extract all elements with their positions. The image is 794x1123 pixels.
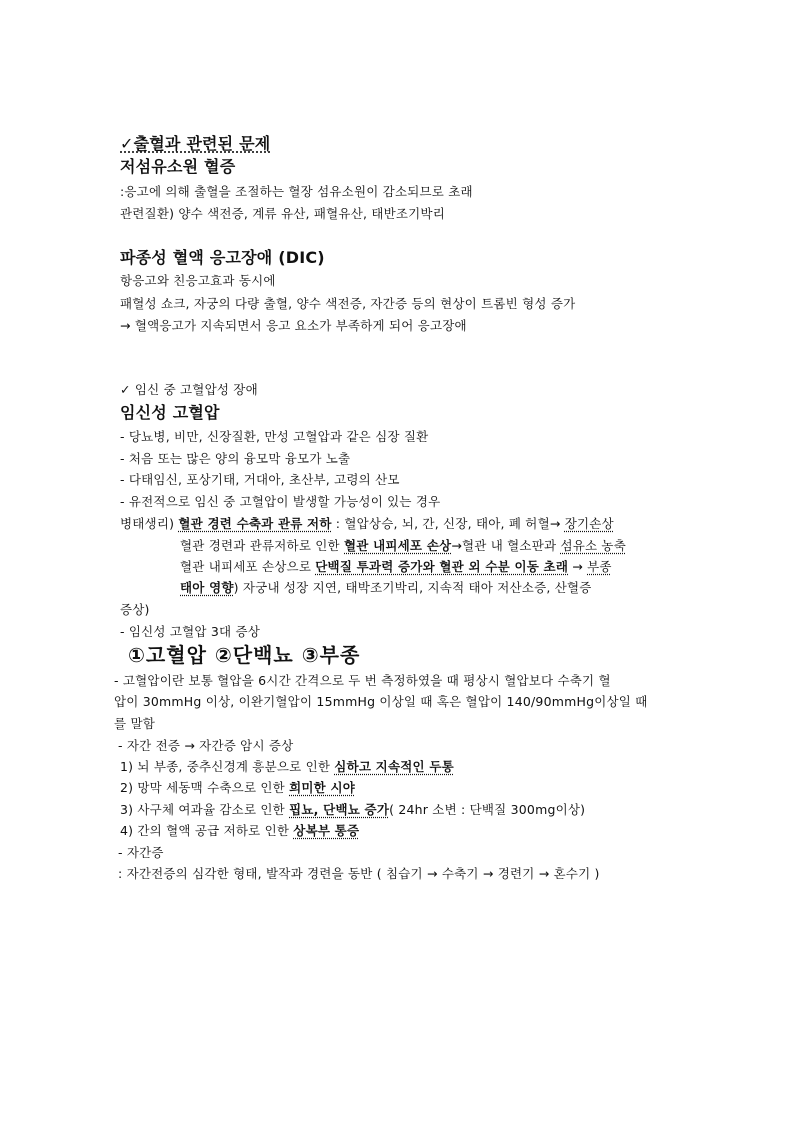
triad-label: - 임신성 고혈압 3대 증상 [120,624,261,639]
patho-label: 병태생리) [120,516,175,531]
sign-1 [120,759,454,775]
sign-3 [120,802,585,818]
patho-text-3a: 혈관 내피세포 손상으로 [180,559,316,574]
bp-line-2: 압이 30mmHg 이상, 이완기혈압이 15mmHg 이상일 때 혹은 혈압이 140/90mmHg이상일 때 [114,694,648,709]
sign-4-text: 4) 간의 혈액 공급 저하로 인한 [120,823,294,838]
bp-line-1: - 고혈압이란 보통 혈압을 6시간 간격으로 두 번 측정하였을 때 평상시 혈압보다 수축기 혈 [114,673,611,688]
patho-term-vasospasm: 혈관 경련 수축과 관류 저하 [178,516,332,531]
bp-line-3: 를 말함 [114,716,155,731]
title-dic: 파종성 혈액 응고장애 (DIC) [120,248,325,267]
section-heading-hypertension: ✓ 임신 중 고혈압성 장애 [120,382,258,397]
risk-3: - 다태임신, 포상기태, 거대아, 초산부, 고령의 산모 [120,472,400,487]
title-hypofibrinogenemia: 저섬유소원 혈증 [120,157,236,176]
patho-line-3 [180,559,612,575]
patho-term-organ-damage: 장기손상 [564,516,614,531]
preeclampsia-label: - 자간 전증 → 자간증 암시 증상 [118,738,294,753]
patho-line-4 [180,580,592,596]
patho-line-2 [180,538,626,554]
patho-text-2c: →혈관 내 혈소판과 [451,538,561,553]
eclampsia-desc: : 자간전증의 심각한 형태, 발작과 경련을 동반 ( 침습기 → 수축기 → 경련기 → 혼수기 ) [118,866,600,881]
related-diseases: 관련질환) 양수 색전증, 계류 유산, 패혈유산, 태반조기박리 [120,206,445,221]
sign-4-term: 상복부 통증 [293,823,360,838]
title-gestational-hypertension: 임신성 고혈압 [120,403,220,422]
eclampsia-label: - 자간증 [118,845,164,860]
sign-4 [120,823,359,839]
patho-term-endothelial: 혈관 내피세포 손상 [344,538,452,553]
sign-2 [120,780,355,796]
patho-term-fetal-effect: 태아 영향 [180,580,234,595]
sign-2-term: 희미한 시야 [289,780,356,795]
patho-text-1: : 혈압상승, 뇌, 간, 신장, 태아, 폐 허혈→ [331,516,565,531]
sign-3-text: 3) 사구체 여과율 감소로 인한 [120,802,290,817]
dic-line-3: → 혈액응고가 지속되면서 응고 요소가 부족하게 되어 응고장애 [120,318,467,333]
desc-hypofibrinogenemia: :응고에 의해 출혈을 조절하는 혈장 섬유소원이 감소되므로 초래 [120,184,473,199]
dic-line-1: 항응고와 친응고효과 동시에 [120,273,276,288]
sign-1-text: 1) 뇌 부종, 중추신경계 흥분으로 인한 [120,759,335,774]
symptoms-label: 증상) [120,602,150,617]
triad-symptoms: ①고혈압 ②단백뇨 ③부종 [128,643,361,667]
patho-line-1 [120,516,614,532]
sign-3-term: 핍뇨, 단백뇨 증가 [289,802,390,817]
patho-text-3c: → [568,559,588,574]
risk-4: - 유전적으로 임신 중 고혈압이 발생할 가능성이 있는 경우 [120,494,441,509]
section-heading-bleeding: ✓출혈과 관련된 문제 [120,134,271,153]
patho-text-2a: 혈관 경련과 관류저하로 인한 [180,538,344,553]
patho-text-4b: ) 자궁내 성장 지연, 태박조기박리, 지속적 태아 저산소증, 산혈증 [233,580,592,595]
sign-3-note: ( 24hr 소변 : 단백질 300mg이상) [389,802,586,817]
sign-2-text: 2) 망막 세동맥 수축으로 인한 [120,780,290,795]
patho-term-fibrin: 섬유소 농축 [560,538,626,553]
patho-term-permeability: 단백질 투과력 증가와 혈관 외 수분 이동 초래 [315,559,569,574]
sign-1-term: 심하고 지속적인 두통 [334,759,454,774]
dic-line-2: 패혈성 쇼크, 자궁의 다량 출혈, 양수 색전증, 자간증 등의 현상이 트롬빈 형성 증가 [120,296,576,311]
risk-1: - 당뇨병, 비만, 신장질환, 만성 고혈압과 같은 심장 질환 [120,429,429,444]
patho-term-edema: 부종 [587,559,612,574]
risk-2: - 처음 또는 많은 양의 융모막 융모가 노출 [120,451,351,466]
